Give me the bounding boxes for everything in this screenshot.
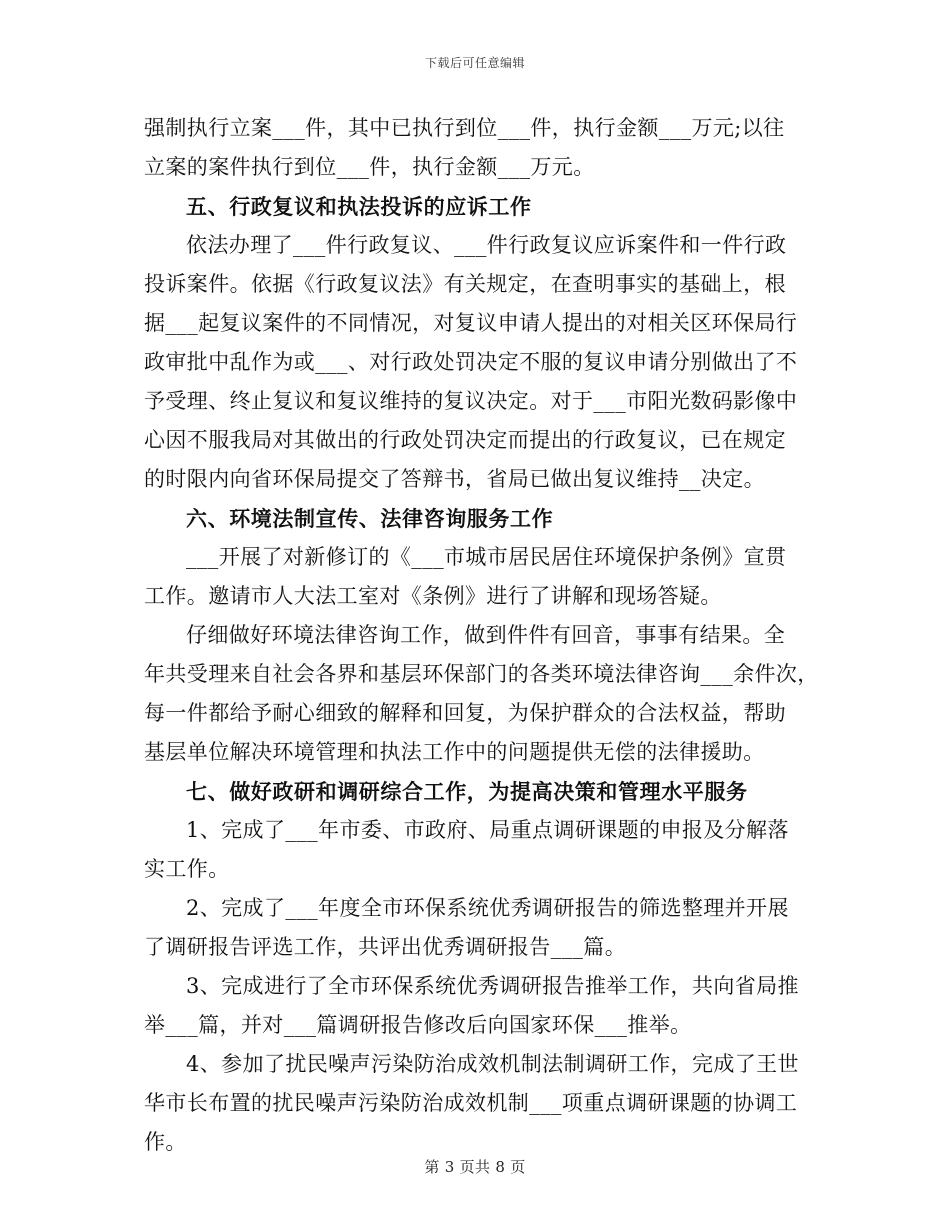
body-line-7: 政审批中乱作为或___、对行政处罚决定不服的复议申请分别做出了不 [144, 350, 798, 374]
body-line-5: 投诉案件。依据《行政复议法》有关规定，在查明事实的基础上，根 [144, 272, 786, 296]
section-heading-5: 五、行政复议和执法投诉的应诉工作 [186, 194, 532, 219]
body-line-6: 据___起复议案件的不同情况，对复议申请人提出的对相关区环保局行 [144, 311, 798, 335]
section-heading-6: 六、环境法制宣传、法律咨询服务工作 [186, 506, 554, 531]
list-item-4-line-1: 4、参加了扰民噪声污染防治成效机制法制调研工作，完成了王世 [186, 1052, 799, 1076]
body-line-2: 立案的案件执行到位___件，执行金额___万元。 [144, 155, 595, 179]
body-line-16: 每一件都给予耐心细致的解释和回复，为保护群众的合法权益，帮助 [144, 701, 786, 725]
body-line-14: 仔细做好环境法律咨询工作，做到件件有回音，事事有结果。全 [186, 623, 786, 647]
list-item-2-line-2: 了调研报告评选工作，共评出优秀调研报告___篇。 [144, 935, 627, 959]
page-number: 第 3 页共 8 页 [424, 1158, 526, 1176]
list-item-1-line-1: 1、完成了___年市委、市政府、局重点调研课题的申报及分解落 [186, 818, 789, 842]
body-line-9: 心因不服我局对其做出的行政处罚决定而提出的行政复议，已在规定 [144, 428, 786, 452]
body-line-15: 年共受理来自社会各界和基层环保部门的各类环境法律咨询___余件次， [144, 662, 819, 686]
body-line-8: 予受理、终止复议和复议维持的复议决定。对于___市阳光数码影像中 [144, 389, 798, 413]
list-item-2-line-1: 2、完成了___年度全市环保系统优秀调研报告的筛选整理并开展 [186, 896, 789, 920]
section-heading-7: 七、做好政研和调研综合工作，为提高决策和管理水平服务 [186, 779, 748, 804]
document-body [144, 109, 819, 1162]
list-item-3-line-2: 举___篇，并对___篇调研报告修改后向国家环保___推举。 [144, 1013, 692, 1037]
page-header: 下载后可任意编辑 [424, 56, 525, 70]
body-line-4: 依法办理了___件行政复议、___件行政复议应诉案件和一件行政 [186, 233, 787, 257]
list-item-1-line-2: 实工作。 [144, 857, 230, 881]
body-line-10: 的时限内向省环保局提交了答辩书，省局已做出复议维持__决定。 [144, 467, 765, 491]
body-line-13: 工作。邀请市人大法工室对《条例》进行了讲解和现场答疑。 [144, 584, 722, 608]
body-line-17: 基层单位解决环境管理和执法工作中的问题提供无偿的法律援助。 [144, 740, 765, 764]
list-item-4-line-3: 作。 [144, 1130, 187, 1154]
body-line-12: ___开展了对新修订的《___市城市居民居住环境保护条例》宣贯 [186, 545, 787, 569]
list-item-3-line-1: 3、完成进行了全市环保系统优秀调研报告推举工作，共向省局推 [186, 974, 799, 998]
list-item-4-line-2: 华市长布置的扰民噪声污染防治成效机制___项重点调研课题的协调工 [144, 1091, 798, 1115]
body-line-1: 强制执行立案___件，其中已执行到位___件，执行金额___万元;以往 [144, 116, 785, 140]
